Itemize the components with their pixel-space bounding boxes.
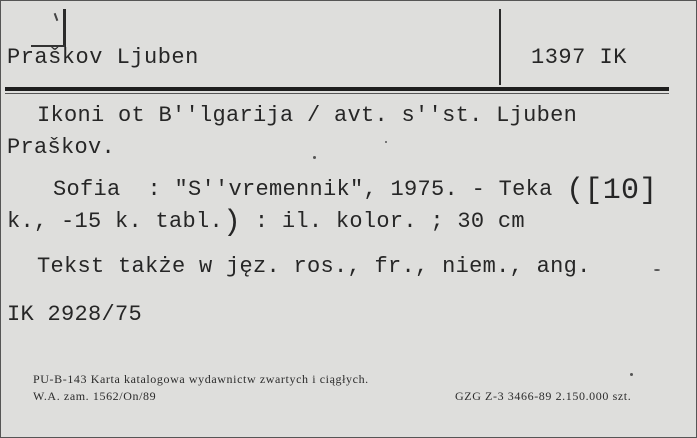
call-number: 1397 IK [531,45,627,70]
pagination-open: ([10] [566,174,658,208]
imprint-text: Sofia : "S''vremennik", 1975. - Teka [53,177,567,202]
pagination-close: ) [223,206,242,240]
pagination-text: k., -15 k. tabl. [7,209,224,234]
header-rule [5,87,669,91]
speck [630,373,633,376]
author-name: Praškov Ljuben [7,45,199,70]
title-line: Ikoni ot B''lgarija / avt. s''st. Ljuben [37,103,578,128]
inventory-number: IK 2928/75 [7,302,143,327]
speck [313,156,316,159]
imprint-line [53,174,658,208]
card-header [1,1,697,89]
illustration-size-text: : il. kolor. ; 30 cm [241,209,525,234]
speck [654,269,660,271]
pencil-mark [63,9,66,47]
title-line-continued: Praškov. [7,135,116,160]
header-rule-thin [5,93,669,94]
speck [385,141,387,143]
physical-description-line [7,206,525,240]
pencil-mark [54,13,59,21]
header-divider [499,9,501,85]
form-caption: PU-B-143 Karta katalogowa wydawnictw zwartych i ciągłych. [33,372,369,386]
language-note: Tekst także w jęz. ros., fr., niem., ang. [37,254,591,279]
order-number: W.A. zam. 1562/On/89 [33,389,157,403]
print-run: GZG Z-3 3466-89 2.150.000 szt. [455,389,632,403]
